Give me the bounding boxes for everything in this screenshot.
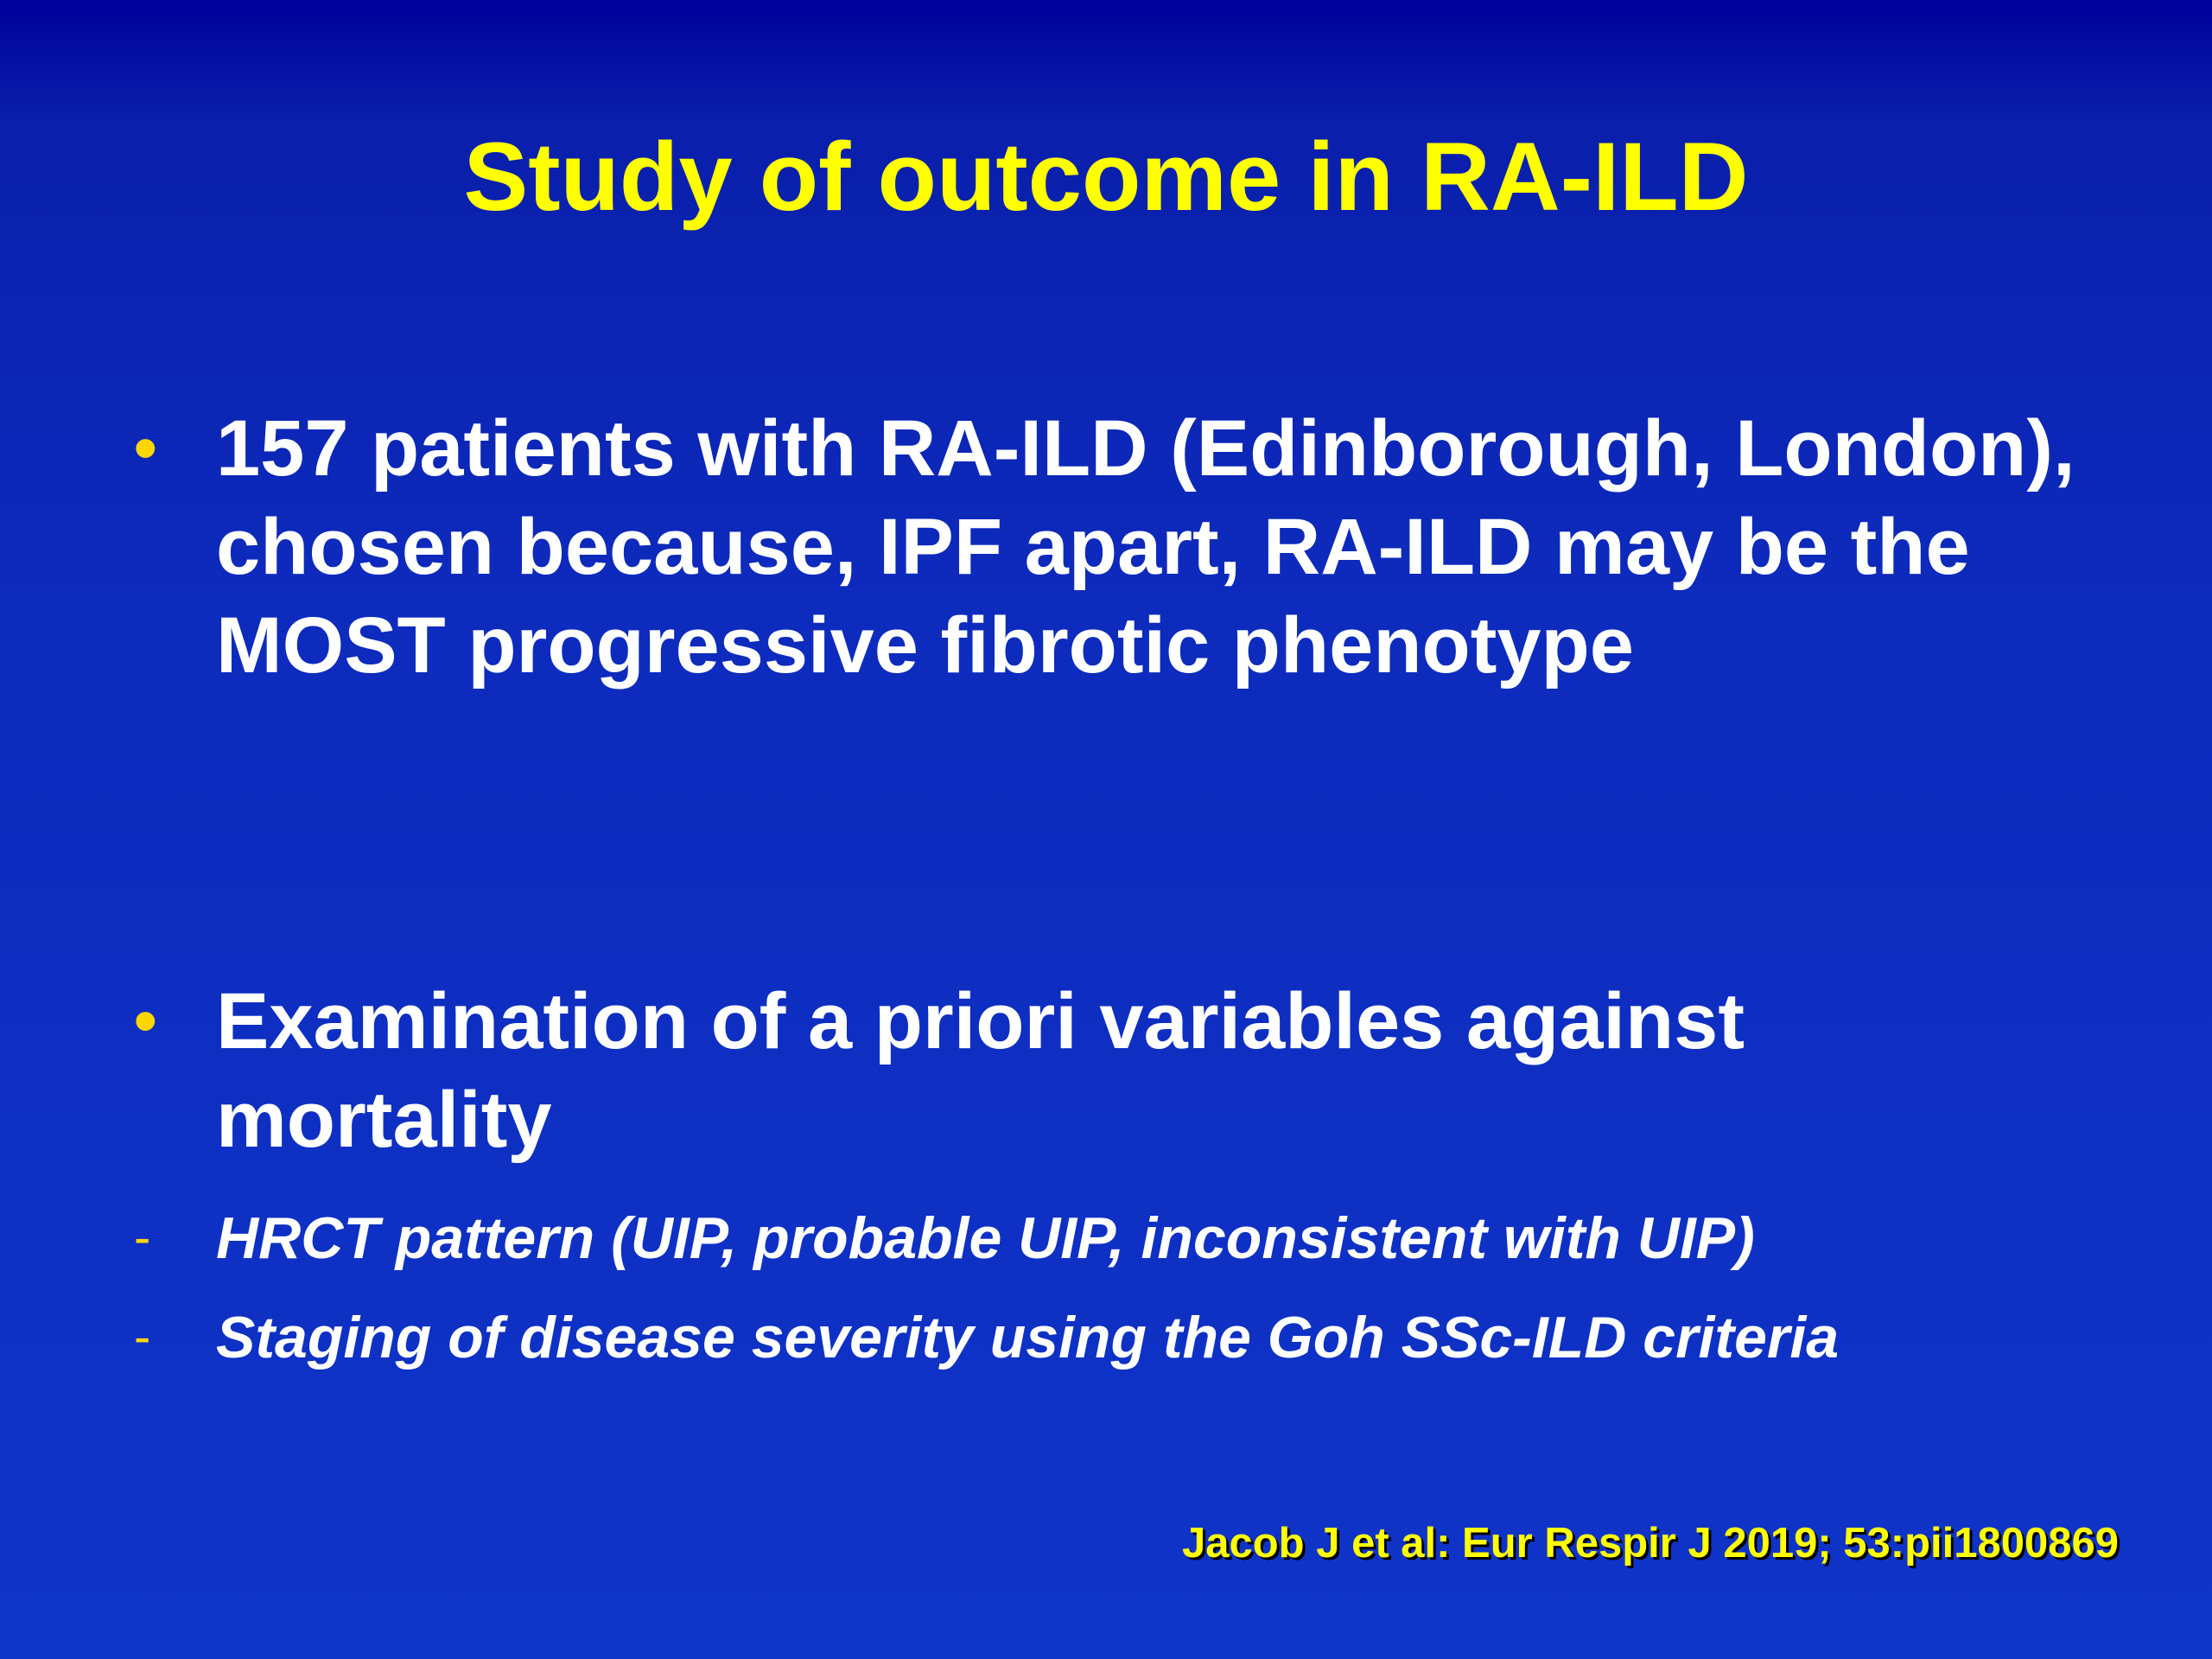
sub-bullet-hrct-pattern	[134, 1201, 2100, 1275]
bullet-text: 157 patients with RA-ILD (Edinborough, London), chosen because, IPF apart, RA-ILD may be the MOST progressive fibrotic phenotype	[216, 404, 2075, 690]
sub-bullet-text: HRCT pattern (UIP, probable UIP, inconsistent with UIP)	[216, 1205, 1755, 1271]
citation: Jacob J et al: Eur Respir J 2019; 53:pii1800869	[1181, 1520, 2119, 1567]
sub-bullet-staging	[134, 1300, 2100, 1375]
slide-title: Study of outcome in RA-ILD	[463, 123, 1749, 231]
bullet-item-patients	[134, 399, 2100, 695]
bullet-item-examination	[134, 972, 2100, 1169]
bullet-marker: •	[134, 984, 157, 1058]
bullet-text: Examination of a priori variables against mortality	[216, 977, 1745, 1164]
sub-bullet-marker: -	[134, 1309, 151, 1365]
bullet-marker: •	[134, 411, 157, 485]
sub-bullet-text: Staging of disease severity using the Goh SSc-ILD criteria	[216, 1305, 1840, 1370]
sub-bullet-marker: -	[134, 1210, 151, 1266]
